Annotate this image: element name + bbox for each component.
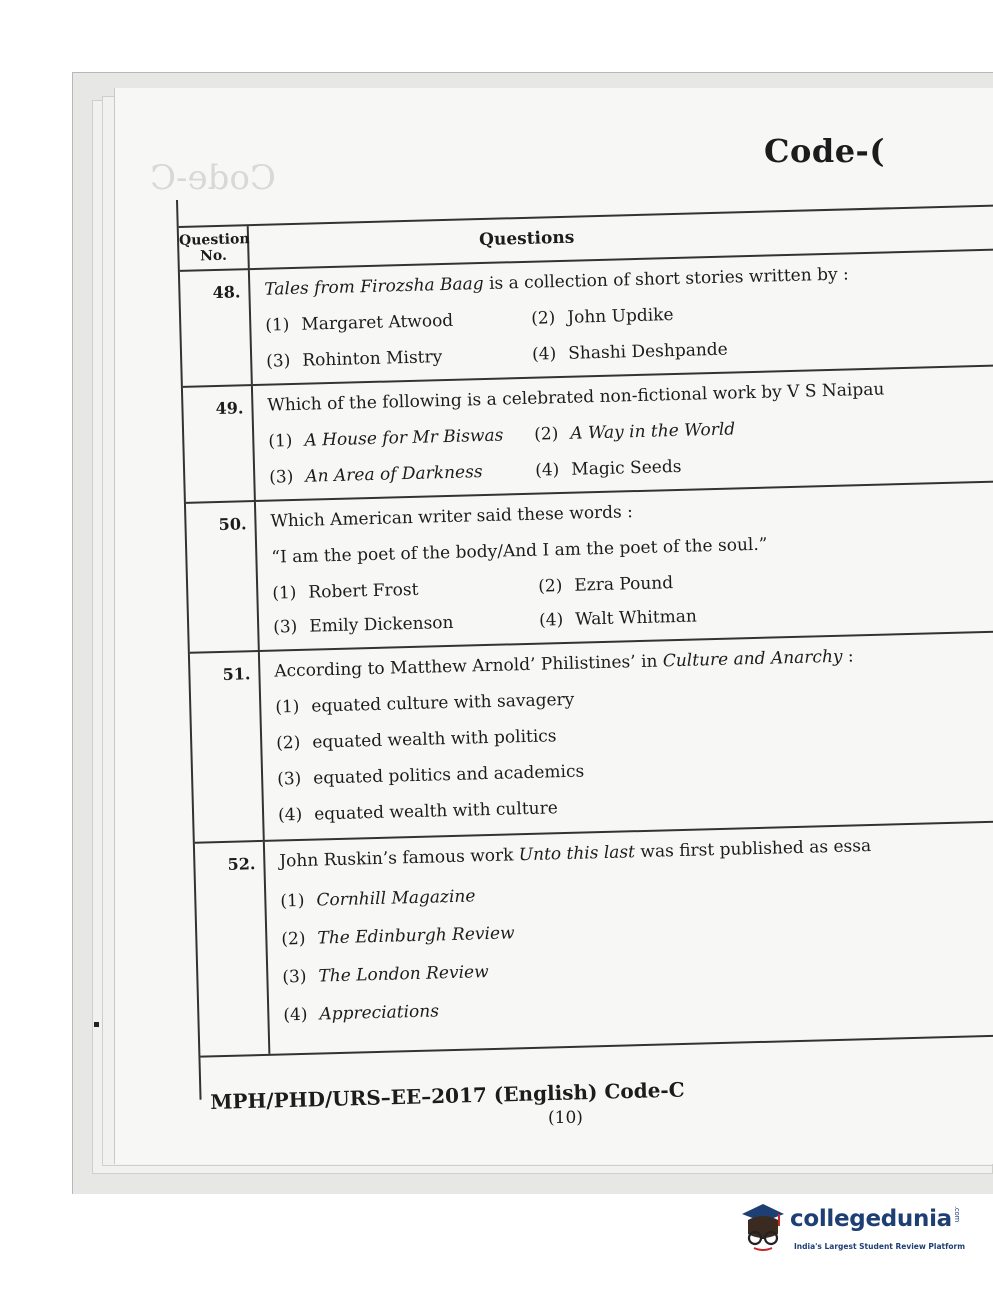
page-number: (10) (548, 1108, 583, 1128)
question-52 (195, 822, 993, 1057)
option: (4) Walt Whitman (538, 606, 698, 631)
option: (3) An Area of Darkness (269, 462, 483, 488)
option: (1) equated culture with savagery (275, 689, 575, 718)
option: (1) A House for Mr Biswas (268, 425, 504, 452)
question-number: 51. (190, 652, 265, 842)
show-through-text: Code-C (150, 158, 276, 198)
question-stem: Which American writer said these words : (270, 502, 634, 532)
option: (2) Ezra Pound (537, 573, 674, 597)
option: (2) The Edinburgh Review (281, 923, 515, 950)
option: (4) Appreciations (283, 1001, 440, 1026)
option: (3) Rohinton Mistry (266, 347, 443, 372)
option: (4) Shashi Deshpande (531, 339, 728, 365)
brand-tagline: India's Largest Student Review Platform (794, 1242, 966, 1251)
option: (4) equated wealth with culture (277, 798, 559, 826)
question-51 (190, 632, 993, 843)
question-number: 52. (195, 842, 271, 1056)
graduate-mascot-icon (738, 1200, 788, 1254)
question-number: 50. (186, 502, 260, 652)
header-question-no: Question No. (179, 226, 250, 272)
question-table (176, 179, 993, 1100)
option: (3) The London Review (282, 962, 489, 988)
option: (1) Robert Frost (272, 579, 419, 604)
paper-code: Code-( (764, 132, 885, 170)
question-stem: Tales from Firozsha Baag is a collection of short stories written by : (264, 264, 849, 300)
header-questions: Questions (478, 227, 575, 251)
footer-paper-code: MPH/PHD/URS–EE–2017 (English) Code-C (210, 1077, 685, 1114)
option: (3) equated politics and academics (276, 761, 585, 790)
question-stem: According to Matthew Arnold’ Philistines’ in Culture and Anarchy : (274, 646, 854, 682)
option: (4) Magic Seeds (534, 456, 682, 481)
collegedunia-watermark (738, 1200, 968, 1260)
option: (2) A Way in the World (534, 419, 736, 445)
option: (2) equated wealth with politics (276, 726, 557, 754)
option: (3) Emily Dickenson (272, 612, 454, 638)
brand-name: collegedunia.com (790, 1206, 961, 1232)
option: (2) John Updike (530, 305, 674, 329)
question-number: 48. (180, 270, 253, 386)
question-stem: John Ruskin’s famous work Unto this last was first published as essa (279, 836, 872, 872)
question-stem: Which of the following is a celebrated non-fictional work by V S Naipau (267, 379, 885, 416)
option: (1) Margaret Atwood (265, 310, 454, 336)
scan-speck (94, 1022, 99, 1027)
question-quote: “I am the poet of the body/And I am the poet of the soul.” (271, 534, 768, 568)
option: (1) Cornhill Magazine (280, 886, 476, 912)
question-number: 49. (183, 386, 256, 502)
question-49 (183, 366, 993, 503)
question-50 (186, 482, 993, 653)
question-48 (180, 250, 993, 387)
